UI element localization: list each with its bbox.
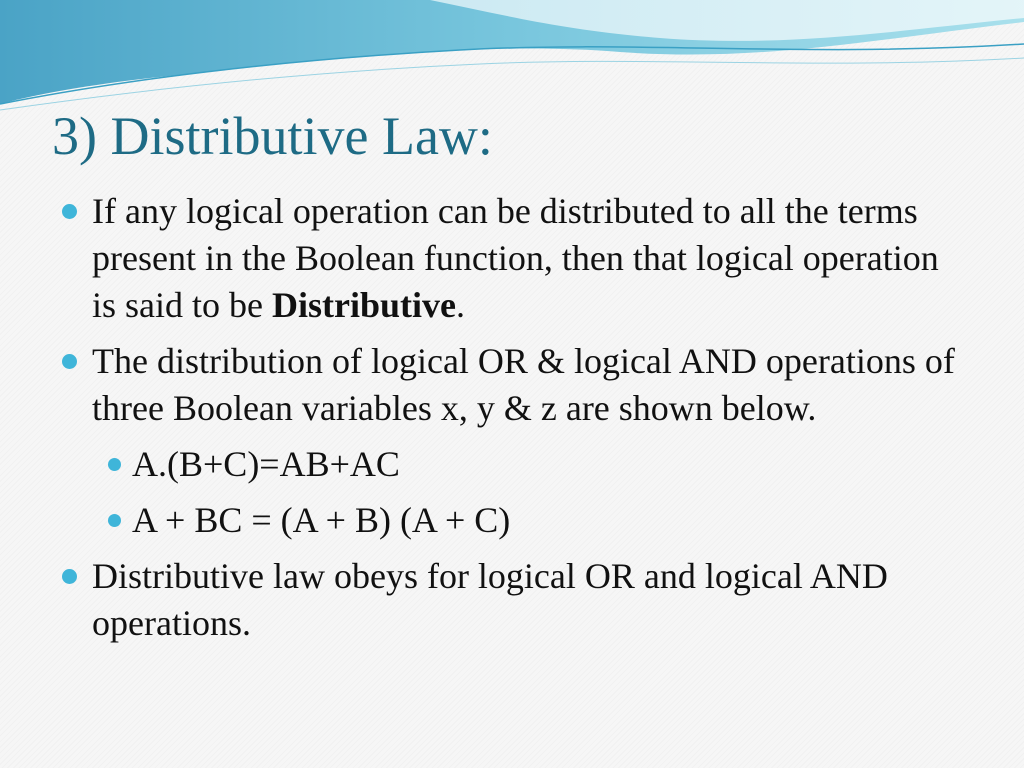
sub-bullet-dot-icon [108, 514, 121, 527]
slide-content [60, 188, 960, 656]
bullet-dot-icon [62, 354, 77, 369]
header-wave-decoration [0, 0, 1024, 115]
slide-title: 3) Distributive Law: [52, 106, 493, 166]
bullet-text: The distribution of logical OR & logical AND operations of three Boolean variables x, y & z are shown below. [92, 341, 955, 428]
sub-bullet-text: A + BC = (A + B) (A + C) [132, 500, 511, 540]
sub-bullet-dot-icon [108, 458, 121, 471]
bullet-dot-icon [62, 204, 77, 219]
bullet-item-distribution [60, 338, 960, 432]
bullet-item-definition [60, 188, 960, 329]
sub-bullet-item-second [60, 497, 960, 544]
bullet-item-conclusion [60, 553, 960, 647]
bullet-text: Distributive law obeys for logical OR and logical AND operations. [92, 556, 888, 643]
sub-bullet-item-first [60, 441, 960, 488]
bullet-text: If any logical operation can be distributed to all the terms present in the Boolean function, then that logical operation is said to be [92, 191, 939, 325]
sub-bullet-text: A.(B+C)=AB+AC [132, 444, 400, 484]
distributive-emphasis: Distributive [271, 285, 456, 325]
bullet-dot-icon [62, 569, 77, 584]
bullet-suffix: . [455, 285, 465, 325]
